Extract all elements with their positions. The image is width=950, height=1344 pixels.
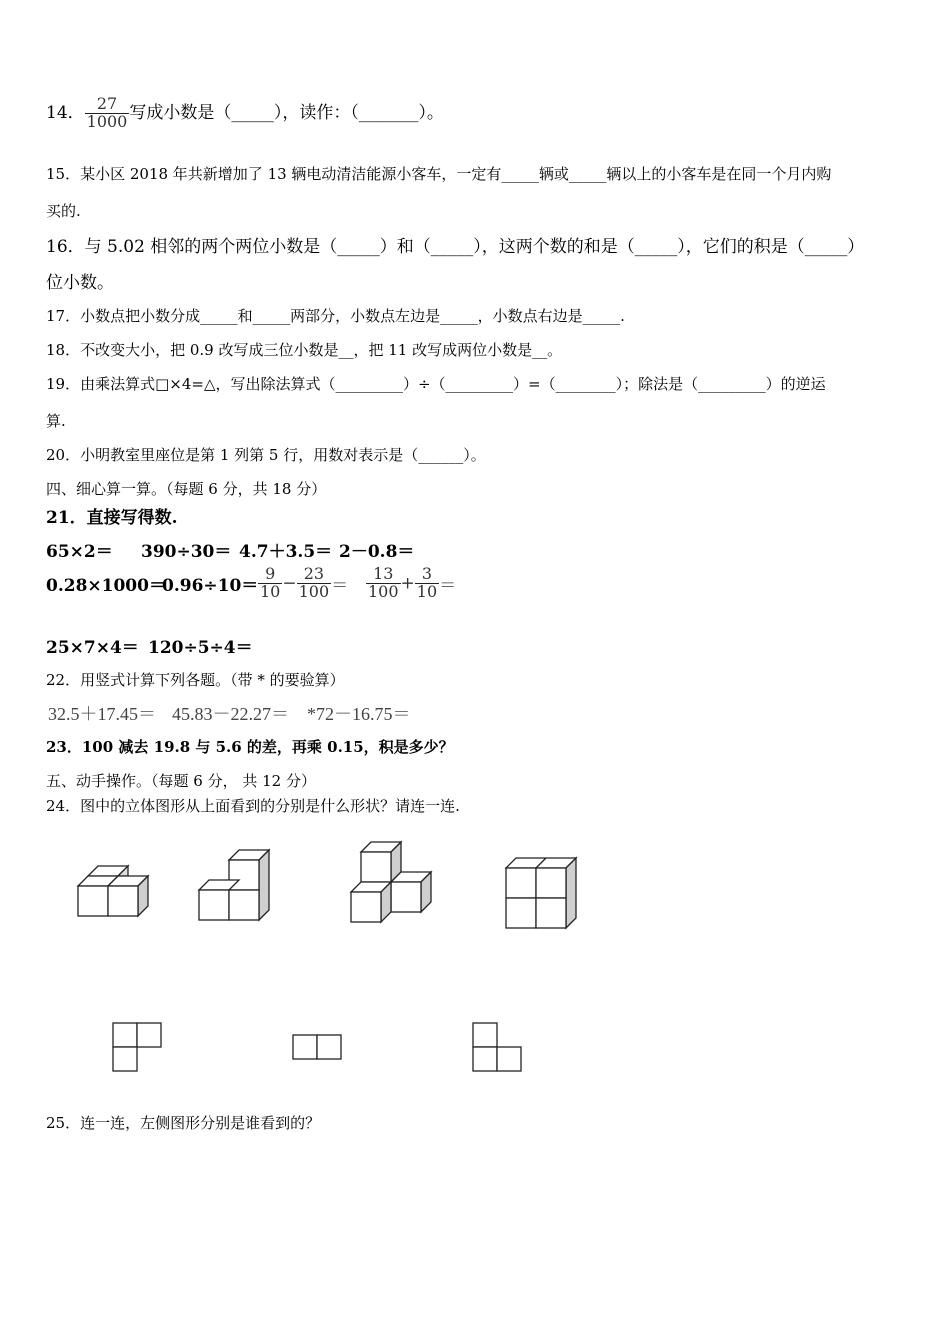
calc-item: 120÷5÷4＝ <box>148 638 253 658</box>
fraction-expression-1: $\frac{9}{10}$ − $\frac{23}{100}$ ＝ <box>260 564 349 601</box>
calc-item: *72－16.75＝ <box>307 704 411 724</box>
fraction-expression-2: $\frac{13}{100}$ + $\frac{3}{10}$ ＝ <box>368 564 457 601</box>
question-23: 23．100 减去 19.8 与 5.6 的差，再乘 0.15，积是多少？ <box>46 738 454 756</box>
question-21-title: 21．直接写得数. <box>46 508 178 528</box>
question-14 <box>46 96 444 131</box>
solid-figures <box>0 830 950 1090</box>
section-5-heading: 五、动手操作。（每题 6 分， 共 12 分） <box>46 772 316 790</box>
question-19-line-1: 19．由乘法算式□×4=△，写出除法算式（_________）÷（_________）=（________）；除法是（_________）的逆运 <box>46 375 826 393</box>
solid-figure-1 <box>78 866 148 916</box>
top-view-1 <box>113 1023 161 1071</box>
calc-item: 0.96÷10＝ <box>162 575 259 596</box>
question-15-line-1: 15．某小区 2018 年共新增加了 13 辆电动清洁能源小客车，一定有_____辆或_____辆以上的小客车是在同一个月内购 <box>46 165 832 183</box>
calc-item: 65×2＝ <box>46 542 113 562</box>
solid-figure-2 <box>199 850 269 920</box>
question-16-line-2: 位小数。 <box>46 273 114 293</box>
question-25: 25．连一连，左侧图形分别是谁看到的？ <box>46 1114 321 1132</box>
calc-row-3 <box>46 633 253 658</box>
section-4-heading: 四、细心算一算。（每题 6 分，共 18 分） <box>46 480 327 498</box>
vertical-calc-row <box>48 700 411 726</box>
fraction-27-1000: $\frac{27}{1000}$ <box>86 94 128 131</box>
calc-item: 25×7×4＝ <box>46 638 139 658</box>
solid-figure-4 <box>506 858 576 928</box>
solid-figure-3 <box>351 842 431 922</box>
question-15-line-2: 买的. <box>46 202 81 220</box>
question-19-line-2: 算. <box>46 412 66 430</box>
question-14-text: 写成小数是（_____），读作：（_______）。 <box>129 102 444 123</box>
top-view-3 <box>473 1023 521 1071</box>
question-18: 18．不改变大小，把 0.9 改写成三位小数是__，把 11 改写成两位小数是__。 <box>46 341 563 359</box>
calc-row-1 <box>46 537 414 562</box>
calc-item: 4.7＋3.5＝ <box>239 542 333 562</box>
top-view-2 <box>293 1035 341 1059</box>
calc-row-2 <box>46 566 456 601</box>
calc-item: 45.83－22.27＝ <box>172 704 289 724</box>
question-17: 17．小数点把小数分成_____和_____两部分，小数点左边是_____，小数点右边是_____. <box>46 307 625 325</box>
calc-item: 390÷30＝ <box>141 542 232 562</box>
question-20: 20．小明教室里座位是第 1 列第 5 行，用数对表示是（______）。 <box>46 446 486 464</box>
question-number: 14． <box>46 102 85 123</box>
question-24: 24．图中的立体图形从上面看到的分别是什么形状？请连一连. <box>46 797 460 815</box>
question-16-line-1: 16．与 5.02 相邻的两个两位小数是（_____）和（_____），这两个数的和是（_____），它们的积是（_____） <box>46 237 865 257</box>
calc-item: 2－0.8＝ <box>339 542 415 562</box>
calc-item: 0.28×1000＝ <box>46 575 166 596</box>
question-22-title: 22．用竖式计算下列各题。（带 * 的要验算） <box>46 671 345 689</box>
calc-item: 32.5＋17.45＝ <box>48 704 156 724</box>
